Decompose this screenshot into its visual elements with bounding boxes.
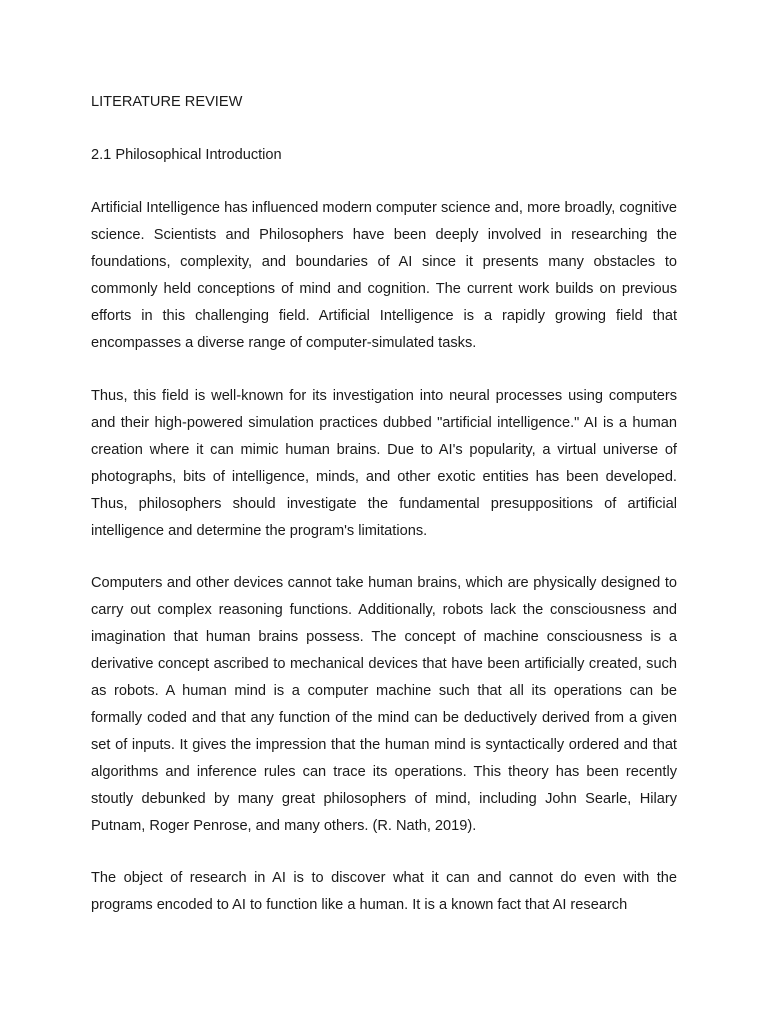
document-title: LITERATURE REVIEW (91, 94, 243, 110)
document-page (91, 0, 677, 1024)
paragraph-1: Artificial Intelligence has influenced modern computer science and, more broadly, cognitive science. Scientists and Philosophers have been deeply involved in researching the foundations, complexity, and boundaries of AI since it presents many obstacles to commonly held conceptions of mind and cognition. The current work builds on previous efforts in this challenging field. Artificial Intelligence is a rapidly growing field that encompasses a diverse range of computer-simulated tasks. (91, 200, 677, 351)
paragraph-3: Computers and other devices cannot take human brains, which are physically designed to carry out complex reasoning functions. Additionally, robots lack the consciousness and imagination that human brains possess. The concept of machine consciousness is a derivative concept ascribed to mechanical devices that have been artificially created, such as robots. A human mind is a computer machine such that all its operations can be formally coded and that any function of the mind can be deductively derived from a given set of inputs. It gives the impression that the human mind is syntactically ordered and that algorithms and inference rules can trace its operations. This theory has been recently stoutly debunked by many great philosophers of mind, including John Searle, Hilary Putnam, Roger Penrose, and many others. (R. Nath, 2019). (91, 575, 677, 834)
section-heading: 2.1 Philosophical Introduction (91, 147, 282, 163)
paragraph-4: The object of research in AI is to discover what it can and cannot do even with the programs encoded to AI to function like a human. It is a known fact that AI research (91, 870, 677, 913)
paragraph-2: Thus, this field is well-known for its investigation into neural processes using computers and their high-powered simulation practices dubbed "artificial intelligence." AI is a human creation where it can mimic human brains. Due to AI's popularity, a virtual universe of photographs, bits of intelligence, minds, and other exotic entities has been developed. Thus, philosophers should investigate the fundamental presuppositions of artificial intelligence and determine the program's limitations. (91, 388, 677, 539)
